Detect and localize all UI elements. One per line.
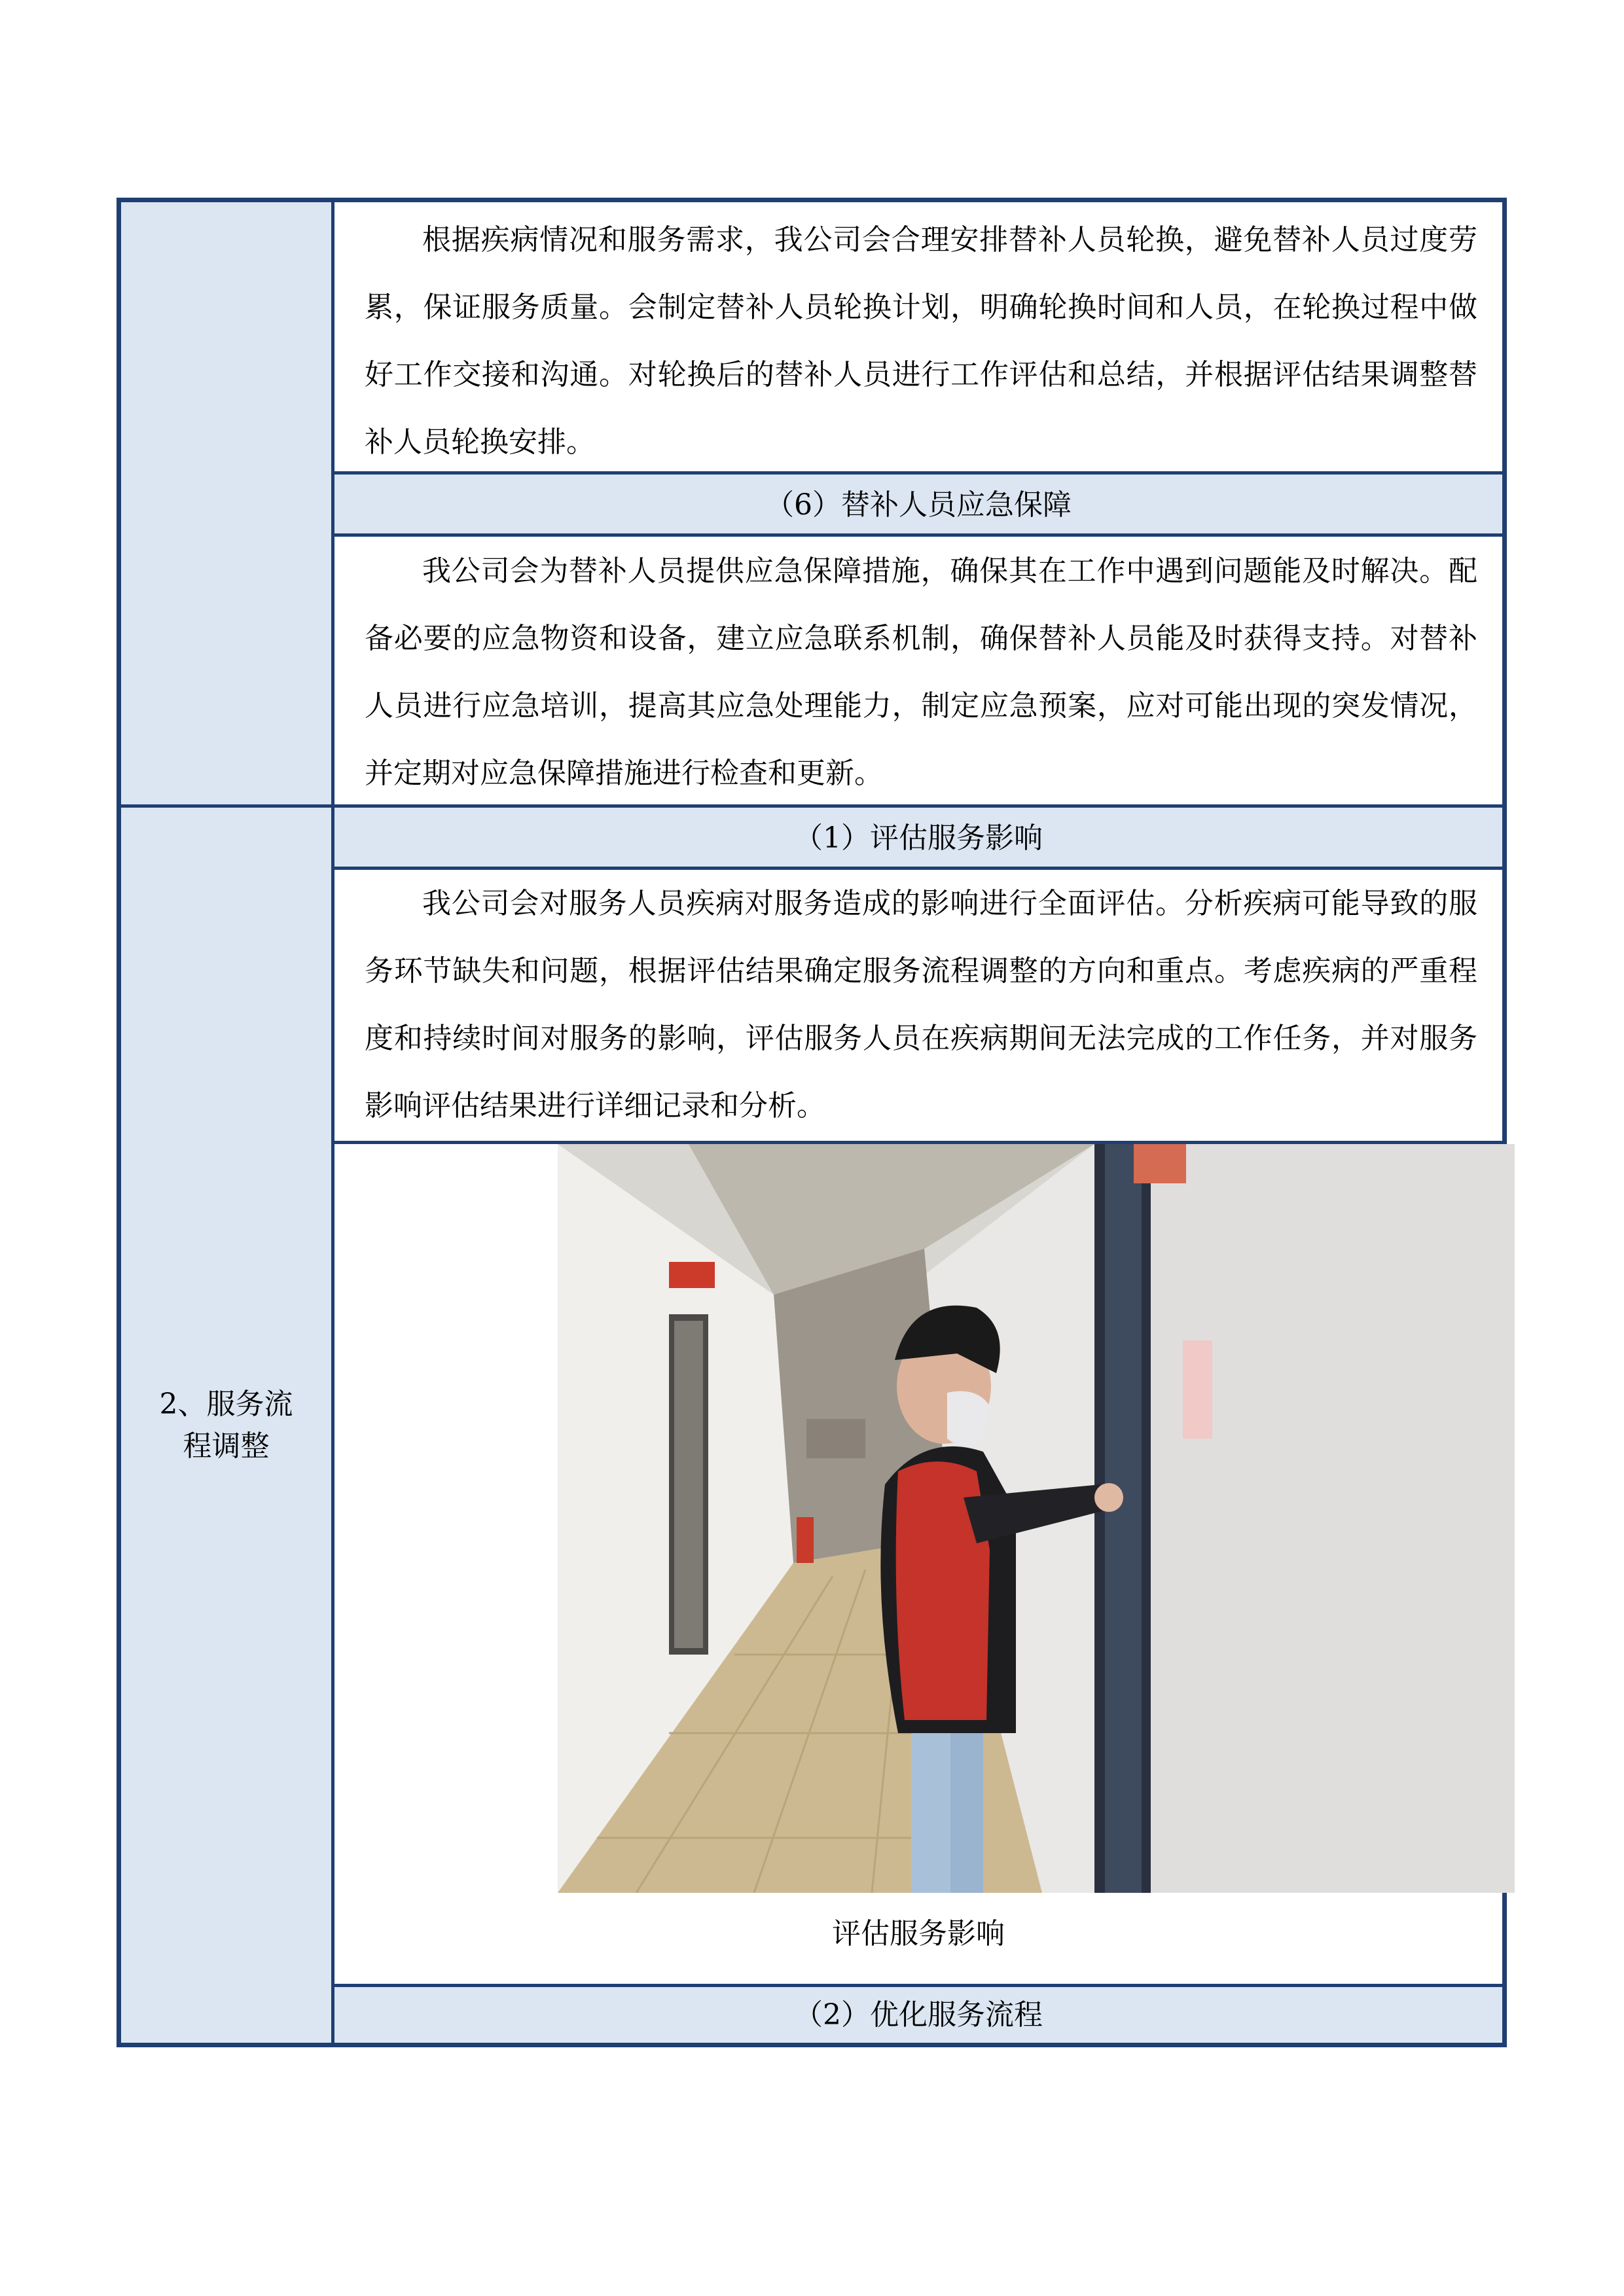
row-divider xyxy=(334,533,1502,537)
section-heading-assess: （1）评估服务影响 xyxy=(334,808,1502,867)
paragraph-emergency: 我公司会为替补人员提供应急保障措施，确保其在工作中遇到问题能及时解决。配备必要的应急物资和设备，建立应急联系机制，确保替补人员能及时获得支持。对替补人员进行应急培训，提高其应急处理能力，制定应急预案，应对可能出现的突发情况，并定期对应急保障措施进行检查和更新。 xyxy=(365,554,1477,790)
row1-label-cell xyxy=(121,202,331,804)
figure-cell xyxy=(334,1144,1502,1984)
paragraph-rotation: 根据疾病情况和服务需求，我公司会合理安排替补人员轮换，避免替补人员过度劳累，保证服务质量。会制定替补人员轮换计划，明确轮换时间和人员，在轮换过程中做好工作交接和沟通。对轮换后的替补人员进行工作评估和总结，并根据评估结果调整替补人员轮换安排。 xyxy=(365,223,1477,459)
section-heading-emergency: （6）替补人员应急保障 xyxy=(334,475,1502,533)
paragraph-assess: 我公司会对服务人员疾病对服务造成的影响进行全面评估。分析疾病可能导致的服务环节缺失和问题，根据评估结果确定服务流程调整的方向和重点。考虑疾病的严重程度和持续时间对服务的影响，评估服务人员在疾病期间无法完成的工作任务，并对服务影响评估结果进行详细记录和分析。 xyxy=(365,887,1477,1122)
figure-caption: 评估服务影响 xyxy=(832,1917,1005,1950)
content-table xyxy=(117,198,1507,2047)
photo-worker-at-door xyxy=(558,1144,1515,1893)
row2-label: 2、服务流程调整 xyxy=(159,1387,293,1463)
photo-illustration xyxy=(558,1144,1515,1893)
section-heading-optimize: （2）优化服务流程 xyxy=(334,1987,1502,2043)
row2-label-cell xyxy=(121,808,331,2043)
